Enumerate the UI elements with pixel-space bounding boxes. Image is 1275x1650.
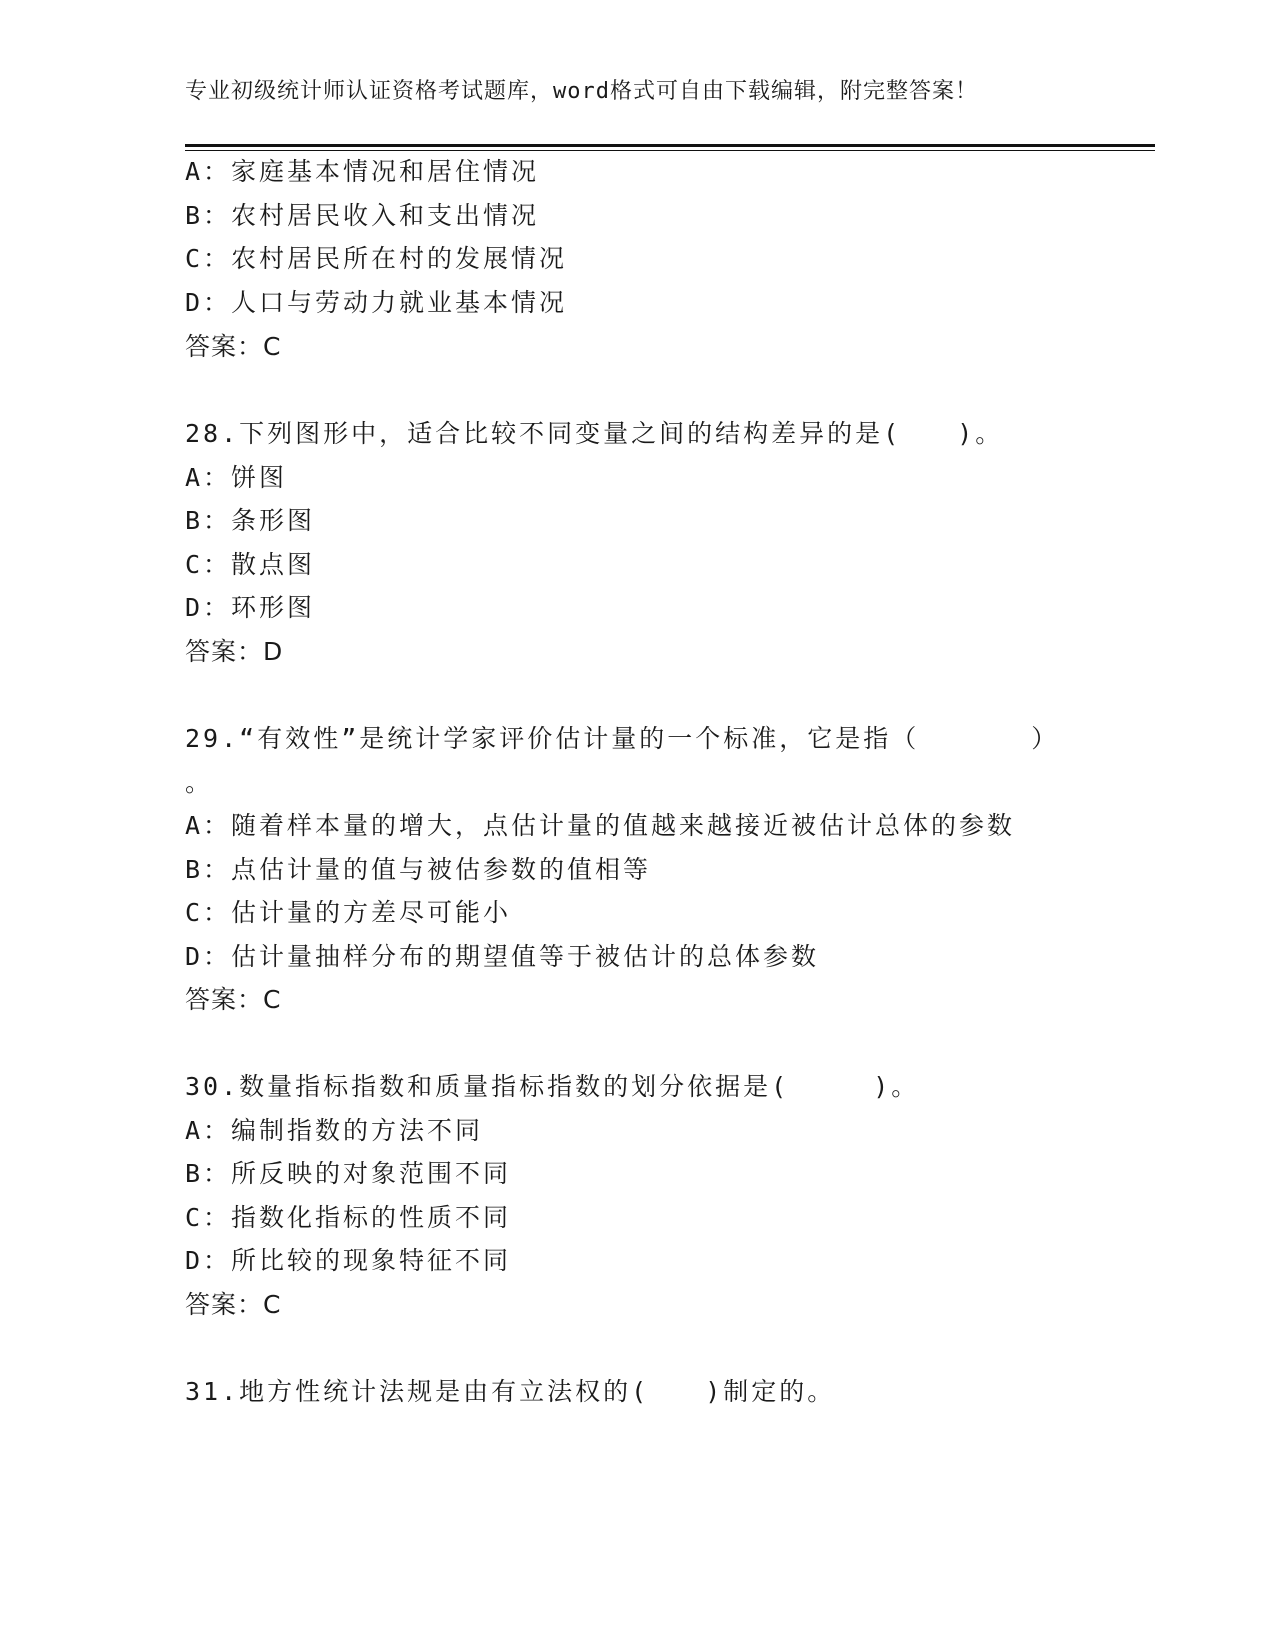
q29-option-a: A：随着样本量的增大，点估计量的值越来越接近被估计总体的参数 bbox=[185, 811, 1016, 840]
q28-option-b: B：条形图 bbox=[185, 506, 316, 535]
q29-question-cont: 。 bbox=[185, 768, 214, 797]
q30-option-a: A：编制指数的方法不同 bbox=[185, 1116, 484, 1145]
q28-option-d: D：环形图 bbox=[185, 593, 316, 622]
q28-option-a: A：饼图 bbox=[185, 463, 288, 492]
header-rule-thick bbox=[185, 144, 1155, 147]
q30-option-d: D：所比较的现象特征不同 bbox=[185, 1246, 512, 1275]
q27-answer: 答案：C bbox=[185, 332, 282, 361]
header-rule-thin bbox=[185, 150, 1155, 151]
q27-option-b: B：农村居民收入和支出情况 bbox=[185, 201, 540, 230]
q28-question: 28.下列图形中，适合比较不同变量之间的结构差异的是( )。 bbox=[185, 419, 1004, 448]
q27-option-a: A：家庭基本情况和居住情况 bbox=[185, 157, 540, 186]
q28-option-c: C：散点图 bbox=[185, 550, 316, 579]
q29-answer: 答案：C bbox=[185, 985, 282, 1014]
q29-option-c: C：估计量的方差尽可能小 bbox=[185, 898, 512, 927]
q29-option-b: B：点估计量的值与被估参数的值相等 bbox=[185, 855, 652, 884]
q29-question: 29.“有效性”是统计学家评价估计量的一个标准，它是指（ ） bbox=[185, 724, 1060, 753]
q30-option-b: B：所反映的对象范围不同 bbox=[185, 1159, 512, 1188]
q30-answer: 答案：C bbox=[185, 1290, 282, 1319]
q28-answer: 答案：D bbox=[185, 637, 284, 666]
q30-option-c: C：指数化指标的性质不同 bbox=[185, 1203, 512, 1232]
q27-option-c: C：农村居民所在村的发展情况 bbox=[185, 244, 568, 273]
page-header: 专业初级统计师认证资格考试题库，word格式可自由下载编辑，附完整答案！ bbox=[185, 79, 978, 104]
q31-question: 31.地方性统计法规是由有立法权的( )制定的。 bbox=[185, 1377, 836, 1406]
q29-option-d: D：估计量抽样分布的期望值等于被估计的总体参数 bbox=[185, 942, 820, 971]
q30-question: 30.数量指标指数和质量指标指数的划分依据是( )。 bbox=[185, 1072, 920, 1101]
q27-option-d: D：人口与劳动力就业基本情况 bbox=[185, 288, 568, 317]
